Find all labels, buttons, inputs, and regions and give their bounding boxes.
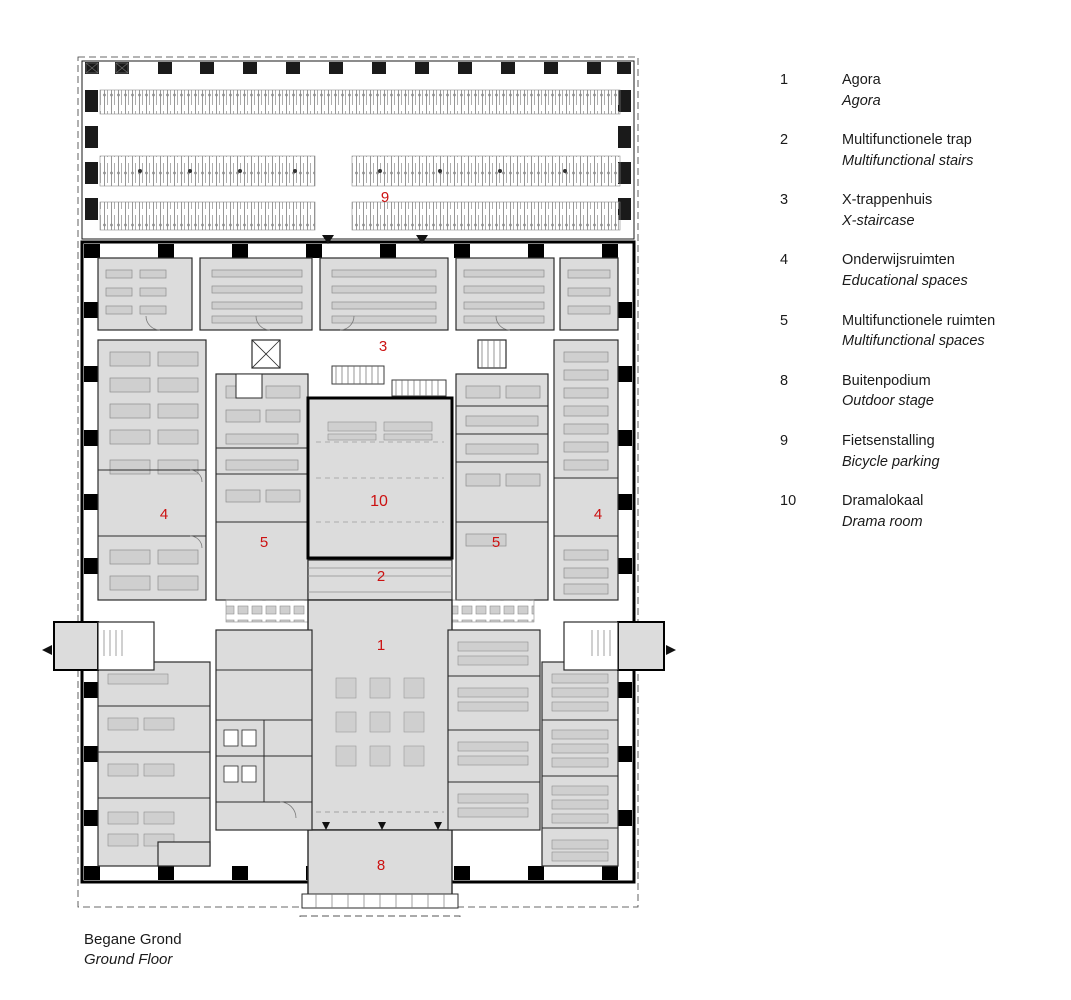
- legend-label: [842, 311, 1060, 352]
- legend-number: 9: [780, 432, 789, 449]
- legend-item-8: [780, 371, 1060, 412]
- legend-label-en: Drama room: [842, 513, 923, 530]
- marker-9: 9: [380, 189, 390, 206]
- legend-number: 5: [780, 312, 789, 329]
- educational-wing-west: [98, 340, 206, 600]
- agora: [308, 600, 452, 830]
- legend-label: [842, 250, 1060, 291]
- inner-south-west: [216, 630, 312, 830]
- legend-item-10: [780, 491, 1060, 532]
- drama-room: [308, 398, 452, 558]
- classroom-block-north: [98, 258, 618, 330]
- marker-2: 2: [376, 568, 386, 585]
- legend-label: [842, 70, 1060, 111]
- legend-label: [842, 371, 1060, 412]
- marker-5-west: 5: [259, 534, 269, 551]
- legend-item-1: [780, 70, 1060, 111]
- marker-3: 3: [378, 338, 388, 355]
- legend-label: [842, 190, 1060, 231]
- legend-label-en: Bicycle parking: [842, 453, 940, 470]
- legend-label: [842, 491, 1060, 532]
- legend-number: 1: [780, 72, 789, 88]
- legend-number: 10: [780, 493, 797, 510]
- legend-label: [842, 130, 1060, 171]
- inner-block-east: [456, 374, 548, 600]
- caption-en: Ground Floor: [84, 951, 173, 969]
- marker-1: 1: [376, 637, 386, 654]
- legend-item-9: [780, 431, 1060, 472]
- entrance-east: [564, 622, 676, 670]
- legend-number: 2: [780, 132, 789, 149]
- educational-wing-east: [554, 340, 618, 600]
- legend-label-nl: Agora: [842, 72, 881, 88]
- legend-label-nl: Onderwijsruimten: [842, 252, 955, 269]
- inner-block-west: [216, 374, 308, 600]
- marker-4-west: 4: [159, 506, 169, 523]
- marker-4-east: 4: [593, 506, 603, 523]
- legend-label-nl: Multifunctionele ruimten: [842, 312, 996, 329]
- legend-label-en: Multifunctional stairs: [842, 152, 974, 169]
- marker-10: 10: [370, 493, 388, 510]
- legend-label-nl: Multifunctionele trap: [842, 132, 972, 149]
- legend-label-en: Educational spaces: [842, 273, 968, 290]
- marker-5-east: 5: [491, 534, 501, 551]
- floor-plan: [40, 30, 680, 920]
- caption-nl: Begane Grond: [84, 931, 182, 948]
- entrance-west: [42, 622, 154, 670]
- legend-label-nl: X-trappenhuis: [842, 192, 933, 209]
- legend-label-nl: Fietsenstalling: [842, 432, 935, 449]
- south-wing-east: [542, 662, 618, 866]
- legend-number: 3: [780, 192, 789, 209]
- legend-item-5: [780, 311, 1060, 352]
- legend-item-3: [780, 190, 1060, 231]
- legend-label-nl: Dramalokaal: [842, 493, 924, 510]
- legend-label: [842, 431, 1060, 472]
- south-wing-west: [98, 662, 210, 866]
- inner-south-east: [448, 630, 540, 830]
- legend: [780, 70, 1060, 551]
- legend-label-en: Outdoor stage: [842, 393, 934, 410]
- legend-number: 8: [780, 372, 789, 389]
- marker-8: 8: [376, 857, 386, 874]
- plan-caption: [84, 930, 182, 971]
- legend-item-2: [780, 130, 1060, 171]
- legend-label-en: X-staircase: [842, 212, 915, 229]
- legend-label-en: Agora: [842, 92, 881, 109]
- bicycle-parking-zone: [82, 61, 634, 239]
- legend-number: 4: [780, 252, 789, 269]
- legend-label-en: Multifunctional spaces: [842, 333, 985, 350]
- legend-item-4: [780, 250, 1060, 291]
- legend-label-nl: Buitenpodium: [842, 372, 931, 389]
